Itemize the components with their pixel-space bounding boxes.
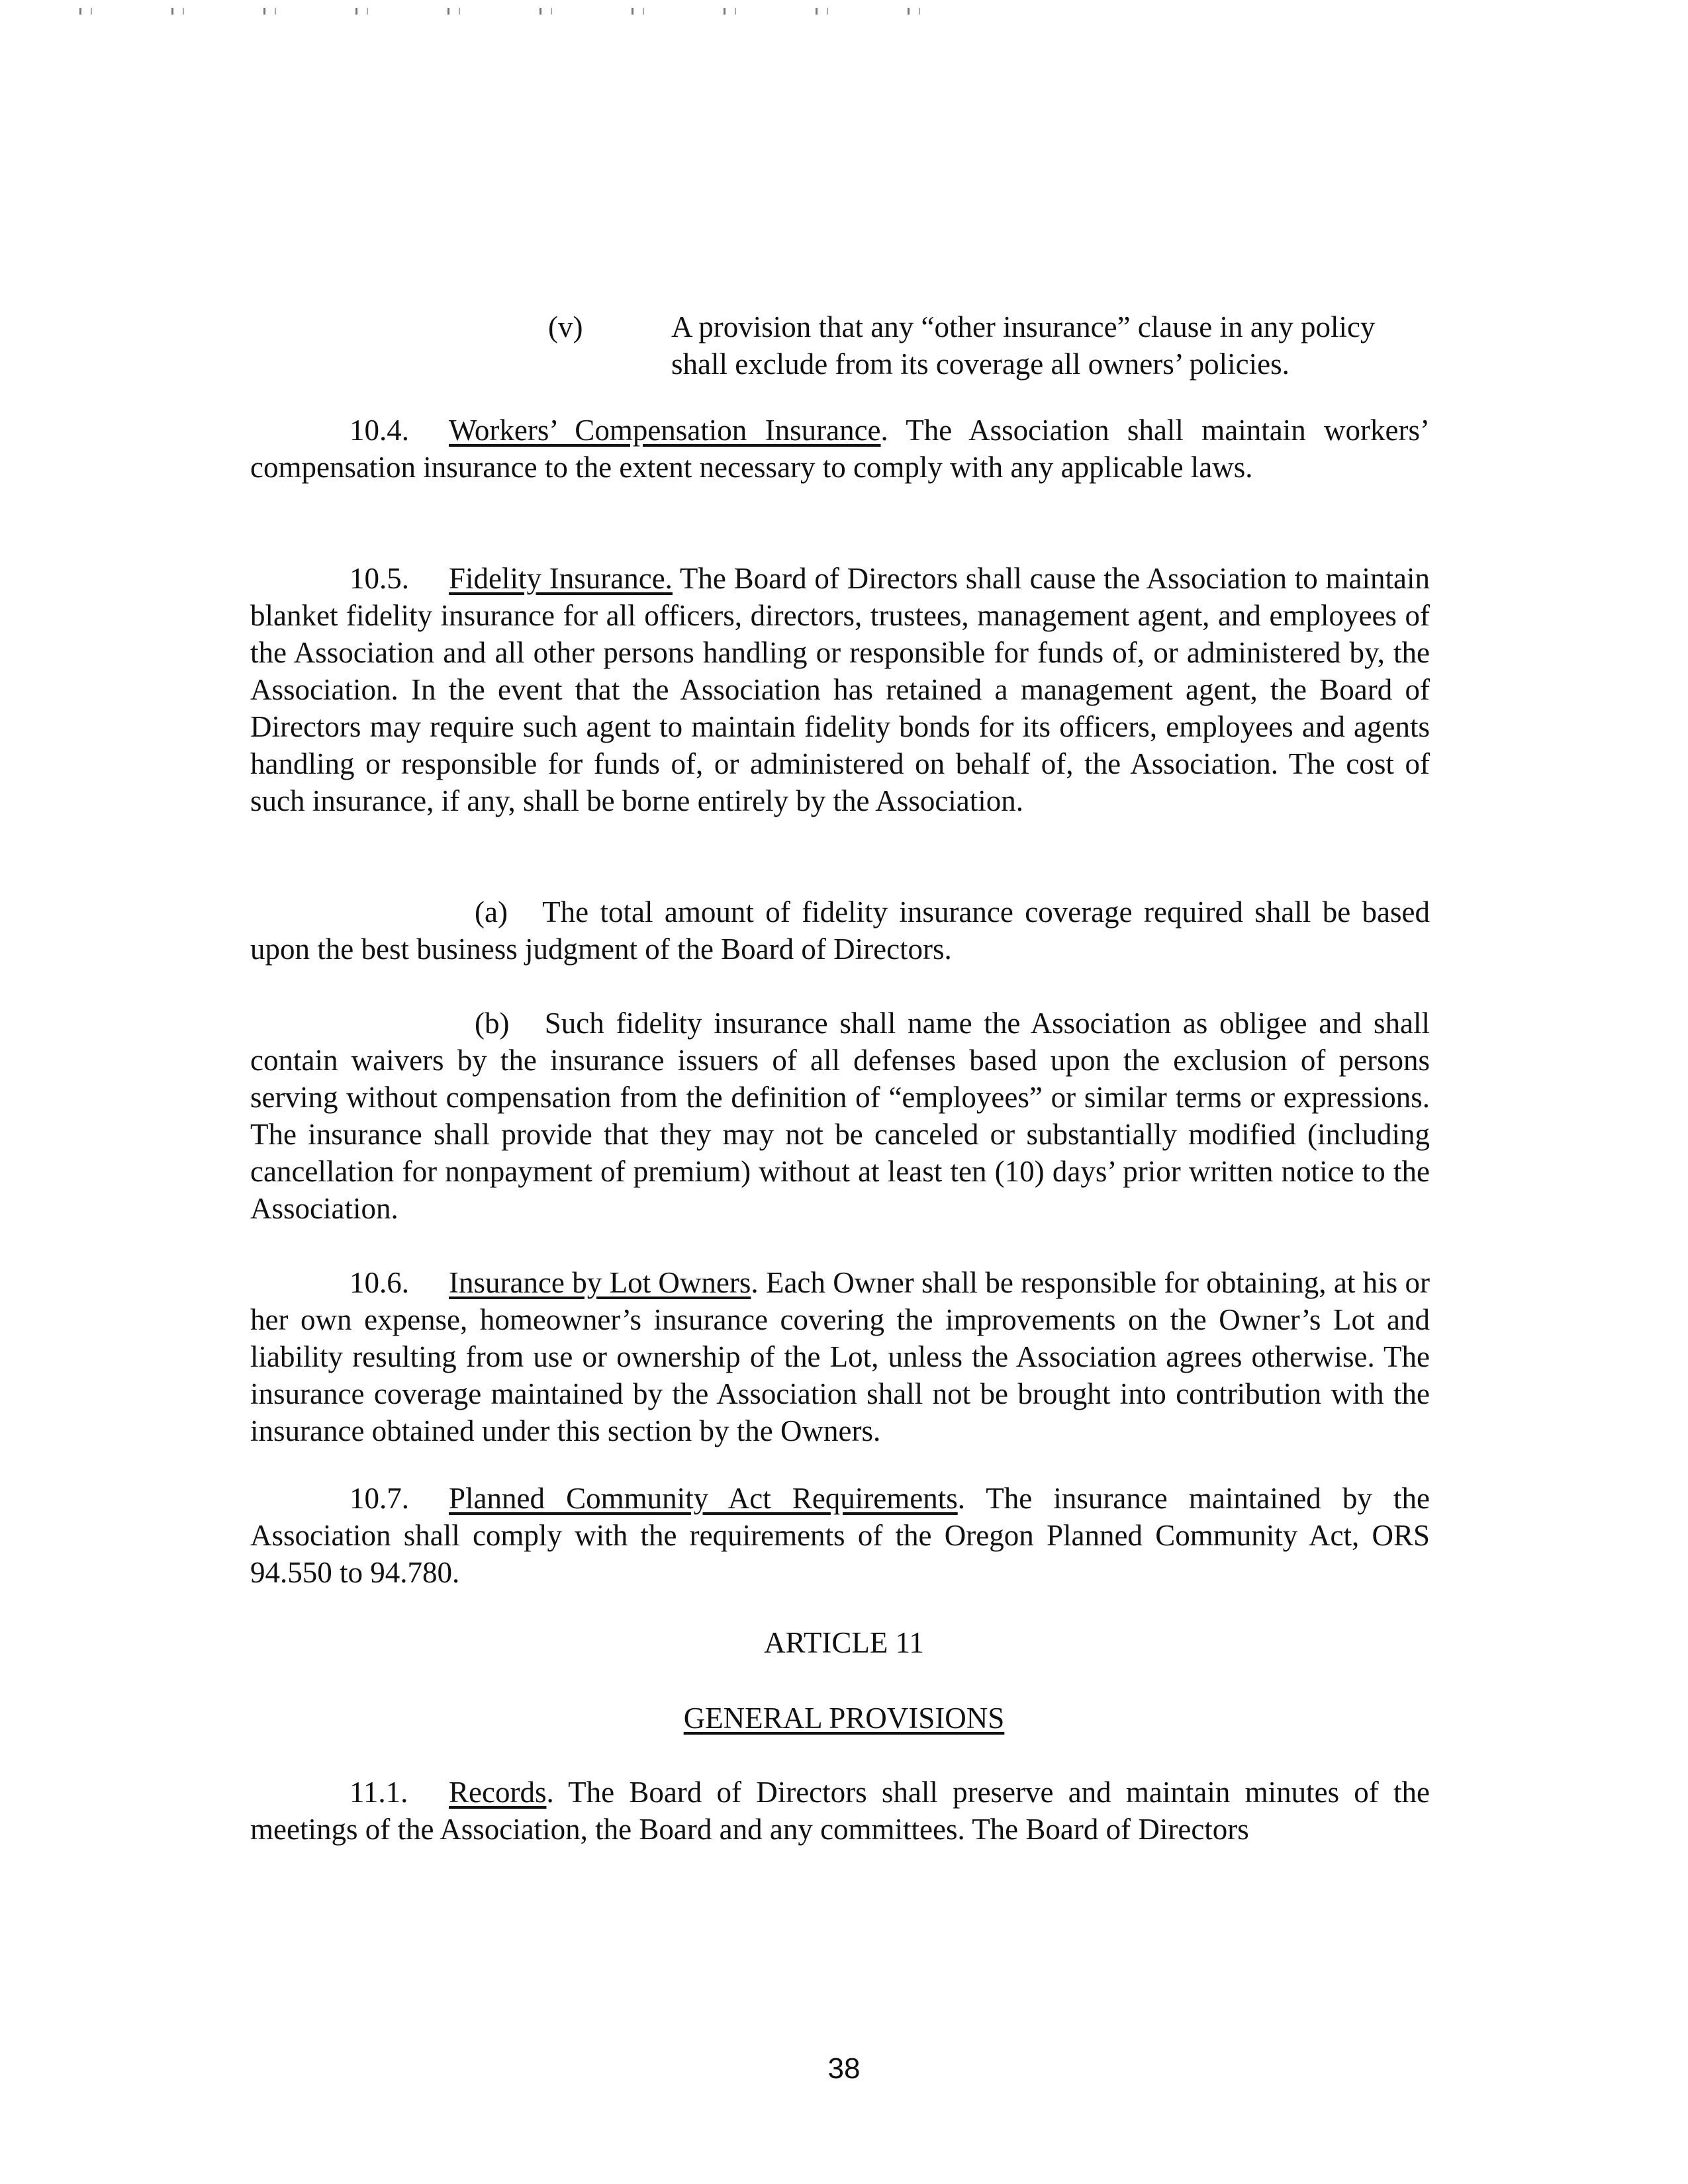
- list-item-label: (v): [548, 310, 583, 343]
- section-number: 10.4.: [350, 414, 409, 447]
- list-item-text: A provision that any “other insurance” clause in any policy shall exclude from its coverage all owners’ policies.: [671, 310, 1376, 381]
- section-number: 11.1.: [350, 1776, 408, 1809]
- section-body: . The Association shall maintain workers’ compensation insurance to the extent necessary to comply with any applicable laws.: [250, 414, 1430, 484]
- article-subtitle-text: GENERAL PROVISIONS: [683, 1702, 1005, 1735]
- section-number: 10.6.: [350, 1266, 409, 1299]
- section-11-1: [250, 1774, 1430, 1848]
- section-heading: Insurance by Lot Owners: [449, 1266, 751, 1299]
- section-number: 10.7.: [350, 1482, 409, 1515]
- section-10-5: [250, 560, 1430, 819]
- section-body: . Each Owner shall be responsible for obtaining, at his or her own expense, homeowner’s insurance covering the improvements on the Owner’s Lot and liability resulting from use or ownership of the Lot, unless the Association agrees otherwise. The insurance coverage maintained by the Association shall not be brought into contribution with the insurance obtained under this section by the Owners.: [250, 1266, 1430, 1447]
- section-heading: Planned Community Act Requirements: [449, 1482, 958, 1515]
- subsection-b: [250, 1005, 1430, 1227]
- subsection-label: (a): [475, 895, 508, 929]
- section-10-6: [250, 1264, 1430, 1449]
- section-heading: Workers’ Compensation Insurance: [449, 414, 881, 447]
- subsection-text: The total amount of fidelity insurance coverage required shall be based upon the best business judgment of the Board of Directors.: [250, 895, 1430, 966]
- section-heading: Fidelity Insurance.: [449, 562, 673, 595]
- section-heading: Records: [449, 1776, 547, 1809]
- section-10-7: [250, 1480, 1430, 1591]
- article-subtitle: [0, 1700, 1688, 1737]
- subsection-label: (b): [475, 1007, 510, 1040]
- article-title: ARTICLE 11: [764, 1626, 924, 1659]
- page-number: 38: [827, 2052, 861, 2085]
- section-body: The Board of Directors shall cause the Association to maintain blanket fidelity insurance for all officers, directors, trustees, management agent, and employees of the Association and all other persons handling or responsible for funds of, or administered by, the Association. In the event that the Association has retained a management agent, the Board of Directors may require such agent to maintain fidelity bonds for its officers, employees and agents handling or responsible for funds of, or administered on behalf of, the Association. The cost of such insurance, if any, shall be borne entirely by the Association.: [250, 562, 1430, 817]
- section-body: . The insurance maintained by the Association shall comply with the requirements of the Oregon Planned Community Act, ORS 94.550 to 94.780.: [250, 1482, 1430, 1589]
- section-number: 10.5.: [350, 562, 409, 595]
- section-10-4: [250, 412, 1430, 486]
- scan-artifact-marks: [79, 8, 1403, 21]
- subsection-text: Such fidelity insurance shall name the Association as obligee and shall contain waivers by the insurance issuers of all defenses based upon the exclusion of persons serving without compensation from the definition of “employees” or similar terms or expressions. The insurance shall provide that they may not be canceled or substantially modified (including cancellation for nonpayment of premium) without at least ten (10) days’ prior written notice to the Association.: [250, 1007, 1430, 1225]
- subsection-a: [250, 893, 1430, 968]
- section-body: . The Board of Directors shall preserve and maintain minutes of the meetings of the Association, the Board and any committees. The Board of Directors: [250, 1776, 1430, 1846]
